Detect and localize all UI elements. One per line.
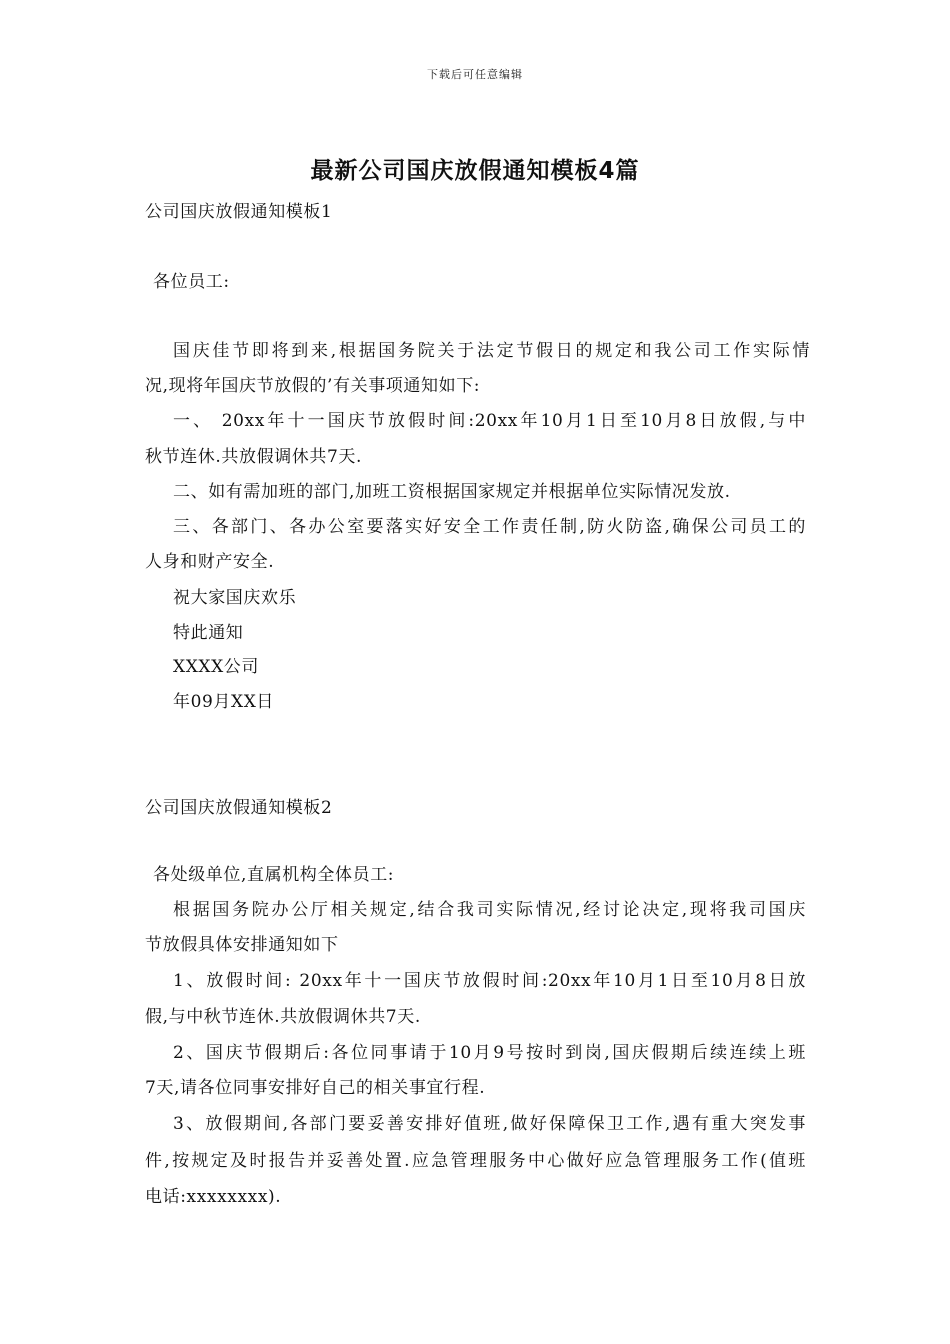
section1-salutation: 各位员工: xyxy=(153,272,230,292)
section2-item1-line1: 1、放假时间: 20xx年十一国庆节放假时间:20xx年10月1日至10月8日放 xyxy=(173,971,806,991)
section1-heading: 公司国庆放假通知模板1 xyxy=(145,202,333,222)
section2-item1-line2: 假,与中秋节连休.共放假调休共7天. xyxy=(145,1007,421,1027)
section2-item2-line2: 7天,请各位同事安排好自己的相关事宜行程. xyxy=(145,1078,486,1098)
section2-salutation: 各处级单位,直属机构全体员工: xyxy=(153,865,395,885)
header-note: 下载后可任意编辑 xyxy=(427,68,523,81)
section1-item1-line1: 一、 20xx年十一国庆节放假时间:20xx年10月1日至10月8日放假,与中 xyxy=(173,411,806,431)
section1-item3-line1: 三、各部门、各办公室要落实好安全工作责任制,防火防盗,确保公司员工的 xyxy=(173,517,806,537)
document-title: 最新公司国庆放假通知模板4篇 xyxy=(310,158,640,184)
section2-item3-line3: 电话:xxxxxxxx). xyxy=(145,1187,282,1207)
section2-intro-line2: 节放假具体安排通知如下 xyxy=(145,935,339,955)
section1-item3-line2: 人身和财产安全. xyxy=(145,552,275,572)
section1-closing-wish: 祝大家国庆欢乐 xyxy=(173,588,297,608)
section2-item3-line2: 件,按规定及时报告并妥善处置.应急管理服务中心做好应急管理服务工作(值班 xyxy=(145,1151,806,1171)
section2-item3-line1: 3、放假期间,各部门要妥善安排好值班,做好保障保卫工作,遇有重大突发事 xyxy=(173,1114,806,1134)
section2-item2-line1: 2、国庆节假期后:各位同事请于10月9号按时到岗,国庆假期后续连续上班 xyxy=(173,1043,806,1063)
section1-company: XXXX公司 xyxy=(173,657,260,677)
section1-closing-notice: 特此通知 xyxy=(173,623,244,643)
section1-item2: 二、如有需加班的部门,加班工资根据国家规定并根据单位实际情况发放. xyxy=(173,482,731,502)
section1-item1-line2: 秋节连休.共放假调休共7天. xyxy=(145,447,363,467)
section2-intro-line1: 根据国务院办公厅相关规定,结合我司实际情况,经讨论决定,现将我司国庆 xyxy=(173,900,806,920)
section2-heading: 公司国庆放假通知模板2 xyxy=(145,798,333,818)
section1-date: 年09月XX日 xyxy=(173,692,275,712)
section1-intro-line1: 国庆佳节即将到来,根据国务院关于法定节假日的规定和我公司工作实际情 xyxy=(173,341,810,361)
section1-intro-line2: 况,现将年国庆节放假的’有关事项通知如下: xyxy=(145,376,481,396)
